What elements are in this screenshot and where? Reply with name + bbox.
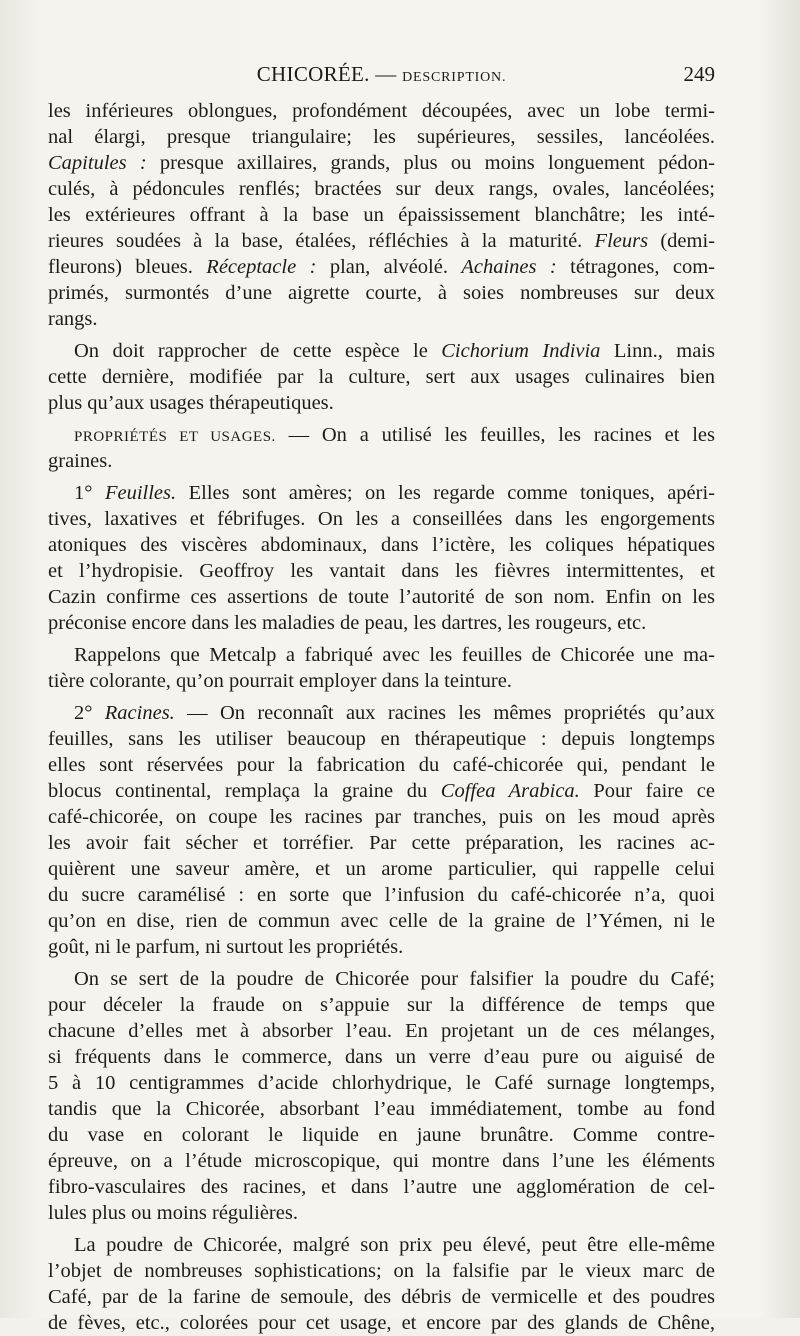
text-line bbox=[48, 1148, 715, 1174]
text-line bbox=[48, 280, 715, 306]
italic-run: Coffea Arabica. bbox=[440, 780, 580, 802]
text-line bbox=[48, 98, 715, 124]
text-run: — On reconnaît aux racines les mêmes propriétés qu’aux bbox=[174, 702, 715, 724]
text-run: Pour faire ce bbox=[579, 780, 715, 802]
text-run: du vase en colorant le liquide en jaune brunâtre. Comme contre- bbox=[48, 1124, 715, 1146]
text-line bbox=[48, 306, 715, 332]
text-run: presque axillaires, grands, plus ou moins longuement pédon- bbox=[146, 152, 715, 174]
text-run: quièrent une saveur amère, et un arome particulier, qui rappelle celui bbox=[48, 858, 715, 880]
text-run: les inférieures oblongues, profondément découpées, avec un lobe termi- bbox=[48, 100, 715, 122]
paragraph bbox=[48, 422, 715, 474]
running-header bbox=[48, 62, 715, 94]
text-run: qu’on en dise, rien de commun avec celle de la graine de l’Yémen, ni le bbox=[48, 910, 715, 932]
italic-run: Cichorium Indivia bbox=[441, 340, 601, 362]
text-line bbox=[48, 1232, 715, 1258]
text-run: pour déceler la fraude on s’appuie sur la différence de temps que bbox=[48, 994, 715, 1016]
text-run: tandis que la Chicorée, absorbant l’eau immédiatement, tombe au fond bbox=[48, 1098, 715, 1120]
page-number: 249 bbox=[683, 62, 715, 86]
text-run: lules plus ou moins régulières. bbox=[48, 1202, 298, 1224]
text-run: — On a utilisé les feuilles, les racines et les bbox=[275, 424, 715, 446]
text-run: Café, par de la farine de semoule, des débris de vermicelle et des poudres bbox=[48, 1286, 715, 1308]
italic-run: Fleurs bbox=[594, 230, 649, 252]
text-run: préconise encore dans les maladies de peau, les dartres, les rougeurs, etc. bbox=[48, 612, 647, 634]
text-line bbox=[48, 934, 715, 960]
text-run: goût, ni le parfum, ni surtout les propriétés. bbox=[48, 936, 404, 958]
text-run: graines. bbox=[48, 450, 113, 472]
text-line bbox=[48, 150, 715, 176]
text-run: rieures soudées à la base, étalées, réfléchies à la maturité. bbox=[48, 230, 595, 252]
text-run: plus qu’aux usages thérapeutiques. bbox=[48, 392, 334, 414]
text-line bbox=[48, 480, 715, 506]
text-run: cette dernière, modifiée par la culture, sert aux usages culinaires bien bbox=[48, 366, 715, 388]
paragraph bbox=[48, 700, 715, 960]
text-run: les avoir fait sécher et torréfier. Par cette préparation, les racines ac- bbox=[48, 832, 715, 854]
text-line bbox=[48, 176, 715, 202]
paragraph bbox=[48, 338, 715, 416]
text-run: elles sont réservées pour la fabrication du café-chicorée qui, pendant le bbox=[48, 754, 715, 776]
text-line bbox=[48, 882, 715, 908]
text-line bbox=[48, 390, 715, 416]
paragraph bbox=[48, 642, 715, 694]
text-line bbox=[48, 726, 715, 752]
text-run: rangs. bbox=[48, 308, 98, 330]
paragraph bbox=[48, 98, 715, 332]
text-run: si fréquents dans le commerce, dans un verre d’eau pure ou aiguisé de bbox=[48, 1046, 715, 1068]
text-line bbox=[48, 228, 715, 254]
text-run: épreuve, on a l’étude microscopique, qui montre dans l’une les éléments bbox=[48, 1150, 715, 1172]
text-run: 1° bbox=[74, 482, 105, 504]
header-section: DESCRIPTION. bbox=[402, 70, 507, 85]
running-title bbox=[48, 62, 715, 87]
text-line bbox=[48, 642, 715, 668]
text-line bbox=[48, 1258, 715, 1284]
text-line bbox=[48, 506, 715, 532]
text-run: du sucre caramélisé : en sorte que l’infusion du café-chicorée n’a, quoi bbox=[48, 884, 715, 906]
italic-run: Feuilles. bbox=[104, 482, 177, 504]
text-run: fleurons) bleues. bbox=[48, 256, 207, 278]
text-run: Elles sont amères; on les regarde comme toniques, apéri- bbox=[176, 482, 715, 504]
text-run: Linn., mais bbox=[600, 340, 715, 362]
text-line bbox=[48, 1310, 715, 1336]
text-run: 5 à 10 centigrammes d’acide chlorhydrique, le Café surnage longtemps, bbox=[48, 1072, 715, 1094]
paragraph bbox=[48, 1232, 715, 1336]
text-line bbox=[48, 1018, 715, 1044]
text-run: Cazin confirme ces assertions de toute l’autorité de son nom. Enfin on les bbox=[48, 586, 715, 608]
text-run: les extérieures offrant à la base un épaississement blanchâtre; les inté- bbox=[48, 204, 715, 226]
text-body bbox=[48, 98, 715, 1336]
paragraph bbox=[48, 480, 715, 636]
text-run: chacune d’elles met à absorber l’eau. En projetant un de ces mélanges, bbox=[48, 1020, 715, 1042]
text-line bbox=[48, 364, 715, 390]
text-line bbox=[48, 778, 715, 804]
text-line bbox=[48, 202, 715, 228]
text-line bbox=[48, 668, 715, 694]
text-run: blocus continental, remplaça la graine du bbox=[48, 780, 441, 802]
section-heading: PROPRIÉTÉS ET USAGES. bbox=[74, 429, 276, 445]
text-run: feuilles, sans les utiliser beaucoup en thérapeutique : depuis longtemps bbox=[48, 728, 715, 750]
italic-run: Achaines : bbox=[461, 256, 557, 278]
text-run: café-chicorée, on coupe les racines par tranches, puis on les moud après bbox=[48, 806, 715, 828]
text-run: plan, alvéolé. bbox=[316, 256, 462, 278]
text-line bbox=[48, 1284, 715, 1310]
text-line bbox=[48, 856, 715, 882]
text-line bbox=[48, 558, 715, 584]
text-line bbox=[48, 804, 715, 830]
text-run: nal élargi, presque triangulaire; les supérieures, sessiles, lancéolées. bbox=[48, 126, 715, 148]
text-run: On doit rapprocher de cette espèce le bbox=[74, 340, 442, 362]
text-line bbox=[48, 1070, 715, 1096]
text-line bbox=[48, 1096, 715, 1122]
text-line bbox=[48, 752, 715, 778]
text-line bbox=[48, 338, 715, 364]
text-run: atoniques des viscères abdominaux, dans l’ictère, les coliques hépatiques bbox=[48, 534, 715, 556]
text-line bbox=[48, 532, 715, 558]
text-line bbox=[48, 254, 715, 280]
text-run: La poudre de Chicorée, malgré son prix peu élevé, peut être elle-même bbox=[74, 1234, 715, 1256]
text-run: l’objet de nombreuses sophistications; on la falsifie par le vieux marc de bbox=[48, 1260, 715, 1282]
text-run: fibro-vasculaires des racines, et dans l’autre une agglomération de cel- bbox=[48, 1176, 715, 1198]
text-line bbox=[48, 422, 715, 448]
text-line bbox=[48, 908, 715, 934]
text-line bbox=[48, 1174, 715, 1200]
text-line bbox=[48, 1200, 715, 1226]
text-line bbox=[48, 830, 715, 856]
text-line bbox=[48, 448, 715, 474]
header-title: CHICORÉE. bbox=[256, 62, 370, 86]
text-run: primés, surmontés d’une aigrette courte, à soies nombreuses sur deux bbox=[48, 282, 715, 304]
text-run: de fèves, etc., colorées pour cet usage, et encore par des glands de Chêne, bbox=[48, 1312, 715, 1334]
text-run: 2° bbox=[74, 702, 105, 724]
italic-run: Réceptacle : bbox=[206, 256, 317, 278]
text-line bbox=[48, 700, 715, 726]
text-line bbox=[48, 992, 715, 1018]
text-line bbox=[48, 124, 715, 150]
text-run: et l’hydropisie. Geoffroy les vantait dans les fièvres intermittentes, et bbox=[48, 560, 715, 582]
text-run: On se sert de la poudre de Chicorée pour falsifier la poudre du Café; bbox=[74, 968, 715, 990]
text-line bbox=[48, 584, 715, 610]
text-run: tière colorante, qu’on pourrait employer dans la teinture. bbox=[48, 670, 512, 692]
header-separator: — bbox=[375, 62, 397, 86]
text-run: tives, laxatives et fébrifuges. On les a conseillées dans les engorgements bbox=[48, 508, 715, 530]
text-line bbox=[48, 1044, 715, 1070]
text-run: tétragones, com- bbox=[556, 256, 716, 278]
text-line bbox=[48, 610, 715, 636]
text-run: Rappelons que Metcalp a fabriqué avec les feuilles de Chicorée une ma- bbox=[74, 644, 715, 666]
text-line bbox=[48, 1122, 715, 1148]
text-run: culés, à pédoncules renflés; bractées sur deux rangs, ovales, lancéolées; bbox=[48, 178, 715, 200]
italic-run: Capitules : bbox=[48, 152, 147, 174]
text-run: (demi- bbox=[648, 230, 715, 252]
paragraph bbox=[48, 966, 715, 1226]
text-line bbox=[48, 966, 715, 992]
italic-run: Racines. bbox=[104, 702, 175, 724]
